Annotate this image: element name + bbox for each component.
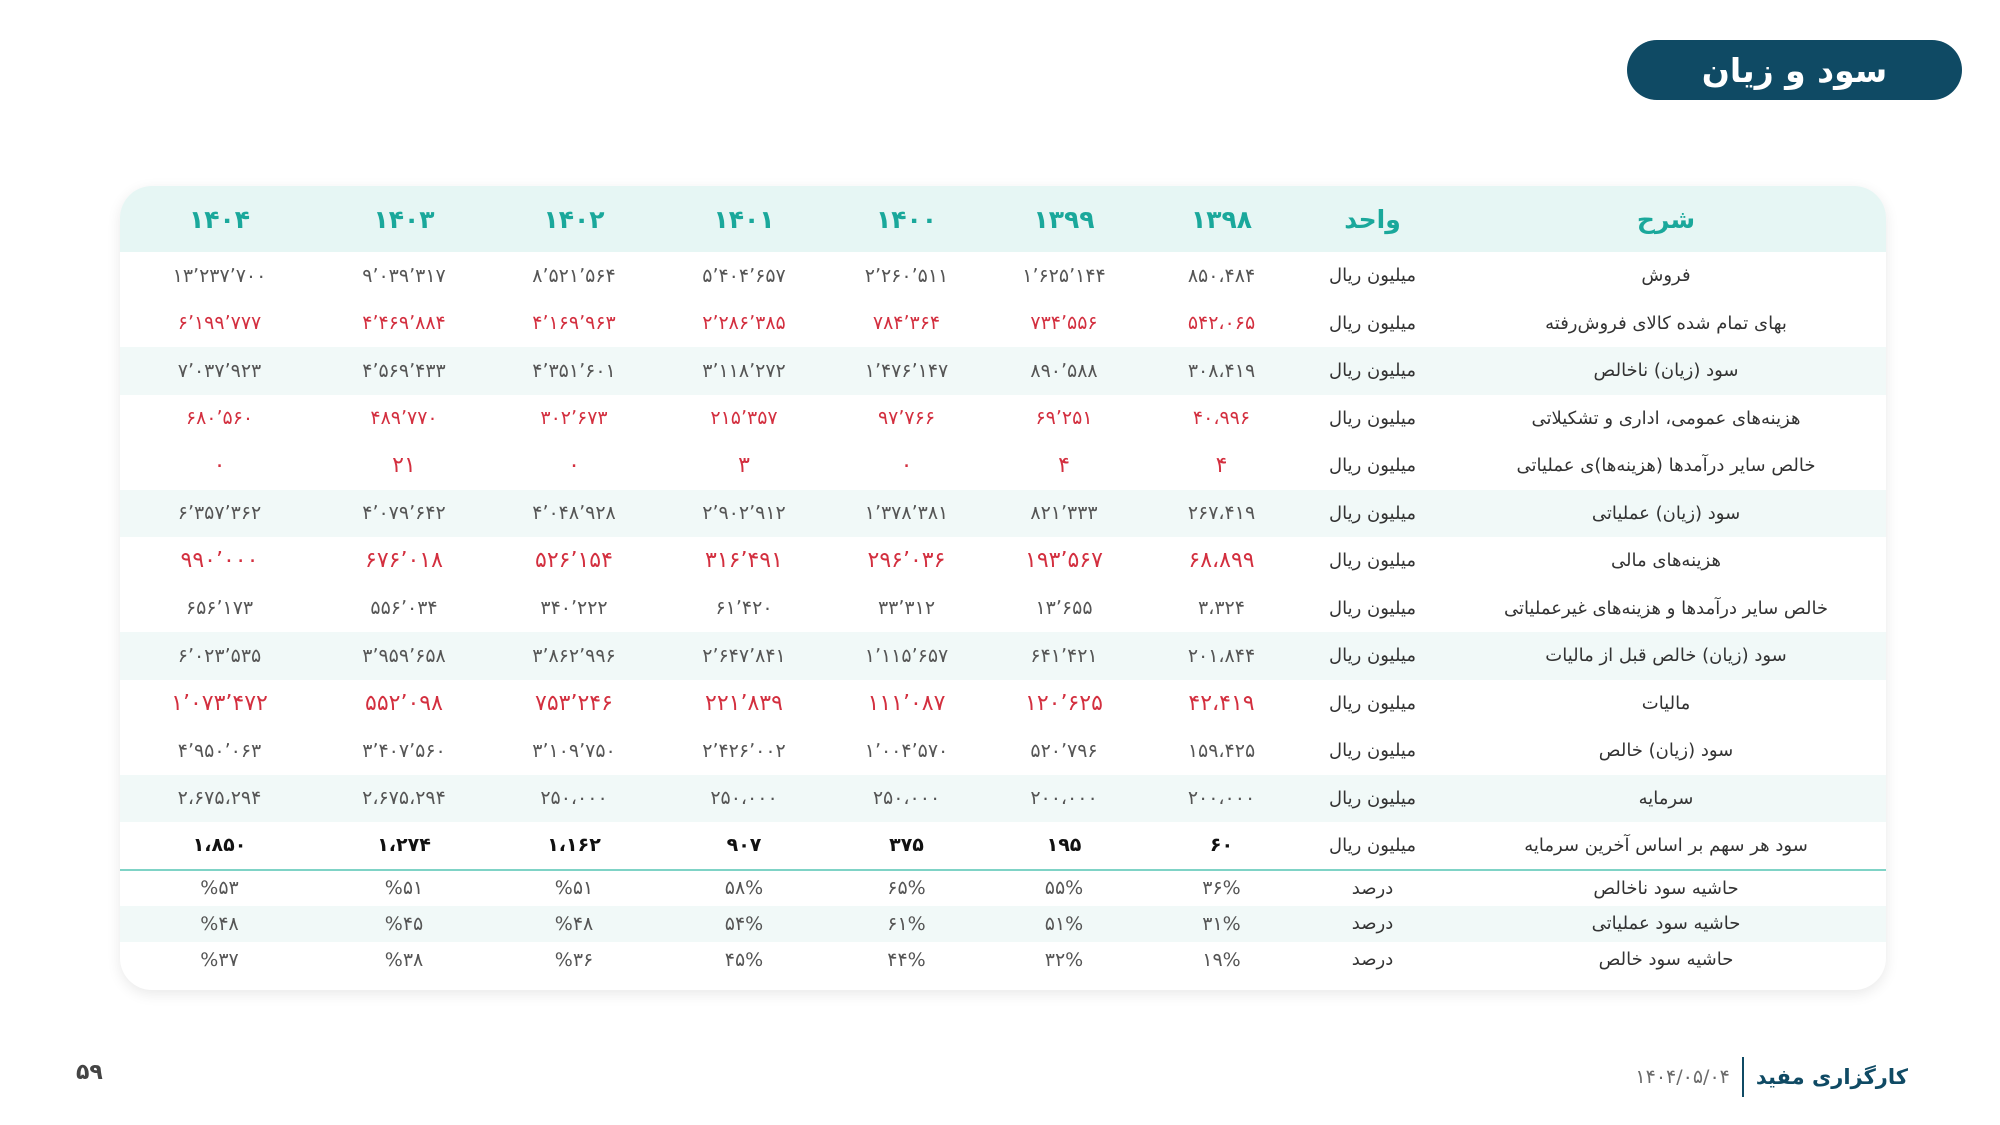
- row-unit: درصد: [1351, 949, 1394, 970]
- value-cell: ۴٬۰۴۸٬۹۲۸: [489, 490, 659, 538]
- value-cell: ۱٬۰۷۳٬۴۷۲: [171, 690, 268, 716]
- value-cell: ۷۵۳٬۲۴۶: [535, 690, 613, 716]
- value-cell: ۰: [213, 453, 226, 479]
- value-cell: ۵٬۴۰۴٬۶۵۷: [702, 264, 786, 287]
- value-cell: ۲۱: [392, 453, 416, 479]
- value-cell: ۳٬۱۰۹٬۷۵۰: [532, 739, 616, 762]
- value-cell: ۸۵۰،۴۸۴: [1187, 264, 1256, 287]
- value-cell: %۳۸: [384, 948, 424, 971]
- value-cell: ۱،۱۶۲: [547, 834, 601, 857]
- row-label: خالص سایر درآمدها (هزینه‌ها)ی عملیاتی: [1516, 455, 1816, 477]
- value-cell: ۵۵۶٬۰۳۴: [370, 597, 438, 620]
- value-cell: ۶۸۰٬۵۶۰: [185, 407, 254, 430]
- value-cell: ۶٬۱۹۹٬۷۷۷: [177, 312, 262, 335]
- value-cell: ۹۹۰٬۰۰۰: [180, 548, 259, 574]
- value-cell: ۷٬۰۳۷٬۹۲۳: [120, 347, 319, 395]
- value-cell: ۴۸۹٬۷۷۰: [370, 407, 438, 430]
- value-cell: ۱۹%: [1202, 948, 1241, 971]
- value-cell: ۳٬۴۰۷٬۵۶۰: [362, 739, 446, 762]
- row-label: حاشیه سود ناخالص: [1446, 870, 1886, 906]
- value-cell: ۴۲،۴۱۹: [1188, 690, 1255, 716]
- value-cell: ۲٬۴۲۶٬۰۰۲: [702, 739, 786, 762]
- value-cell: ۱٬۰۰۴٬۵۷۰: [864, 739, 949, 762]
- profit-loss-table-card: [120, 186, 1886, 990]
- value-cell: ۸۹۰٬۵۸۸: [984, 347, 1144, 395]
- value-cell: ۱،۲۷۴: [377, 834, 431, 857]
- value-cell: ۴: [1058, 453, 1070, 479]
- value-cell: ۳۱۶٬۴۹۱: [705, 548, 783, 574]
- table-row: [120, 395, 1886, 443]
- value-cell: ۲۲۱٬۸۳۹: [705, 690, 783, 716]
- row-label: سود هر سهم بر اساس آخرین سرمایه: [1524, 834, 1808, 856]
- table-row: [120, 870, 1886, 906]
- value-cell: ۴۰،۹۹۶: [1192, 407, 1251, 430]
- row-unit: میلیون ریال: [1299, 775, 1446, 823]
- value-cell: %۴۸: [120, 906, 319, 942]
- column-header-unit: واحد: [1299, 186, 1446, 252]
- value-cell: ۲۰۰،۰۰۰: [984, 775, 1144, 823]
- row-label: فروش: [1641, 265, 1691, 287]
- value-cell: ۱۲۰٬۶۲۵: [1025, 690, 1103, 716]
- value-cell: ۹٬۰۳۹٬۳۱۷: [362, 264, 446, 287]
- value-cell: ۲٬۶۴۷٬۸۴۱: [659, 632, 829, 680]
- value-cell: ۶۹٬۲۵۱: [1035, 407, 1093, 430]
- value-cell: ۳۰۲٬۶۷۳: [540, 407, 608, 430]
- table-row: [120, 537, 1886, 585]
- value-cell: ۲۱۵٬۳۵۷: [710, 407, 778, 430]
- value-cell: ۳٬۱۱۸٬۲۷۲: [659, 347, 829, 395]
- row-label: هزینه‌های مالی: [1611, 550, 1721, 572]
- column-header-year: ۱۴۰۳: [319, 186, 489, 252]
- value-cell: ۱۹۳٬۵۶۷: [1025, 548, 1103, 574]
- row-unit: درصد: [1299, 906, 1446, 942]
- table-row: [120, 300, 1886, 348]
- row-label: حاشیه سود خالص: [1598, 949, 1734, 970]
- column-header-year: ۱۴۰۴: [120, 186, 319, 252]
- value-cell: ۳۱%: [1144, 906, 1299, 942]
- value-cell: %۵۳: [120, 870, 319, 906]
- row-unit: میلیون ریال: [1329, 834, 1416, 856]
- row-label: سود (زیان) خالص قبل از مالیات: [1446, 632, 1886, 680]
- value-cell: ۴٬۴۶۹٬۸۸۴: [362, 312, 446, 335]
- table-row: [120, 680, 1886, 728]
- value-cell: ۳: [738, 453, 750, 479]
- value-cell: ۱٬۳۷۸٬۳۸۱: [829, 490, 984, 538]
- value-cell: ۴٬۹۵۰٬۰۶۳: [177, 739, 262, 762]
- value-cell: ۲۶۷،۴۱۹: [1144, 490, 1299, 538]
- value-cell: ۵۲۶٬۱۵۴: [535, 548, 613, 574]
- footer-brand-block: [1635, 1057, 1908, 1097]
- row-unit: میلیون ریال: [1329, 407, 1416, 429]
- value-cell: ۲۵۰،۰۰۰: [659, 775, 829, 823]
- value-cell: ۱٬۴۷۶٬۱۴۷: [829, 347, 984, 395]
- value-cell: ۲٬۹۰۲٬۹۱۲: [659, 490, 829, 538]
- value-cell: %۵۱: [319, 870, 489, 906]
- value-cell: %۳۷: [200, 948, 239, 971]
- row-unit: میلیون ریال: [1329, 265, 1416, 287]
- value-cell: ۶٬۰۲۳٬۵۳۵: [120, 632, 319, 680]
- value-cell: ۶۰: [1209, 834, 1234, 857]
- value-cell: ۲۰۰،۰۰۰: [1144, 775, 1299, 823]
- value-cell: ۵۴%: [659, 906, 829, 942]
- value-cell: ۵۴۲،۰۶۵: [1187, 312, 1256, 335]
- value-cell: ۹۰۷: [726, 834, 762, 857]
- value-cell: ۶۷۶٬۰۱۸: [365, 548, 443, 574]
- profit-loss-table: [120, 186, 1886, 978]
- value-cell: ۳٬۸۶۲٬۹۹۶: [489, 632, 659, 680]
- value-cell: ۰: [568, 453, 580, 479]
- row-unit: درصد: [1299, 870, 1446, 906]
- value-cell: ۶۱%: [829, 906, 984, 942]
- value-cell: ۱۹۵: [1046, 834, 1082, 857]
- table-row: [120, 490, 1886, 538]
- table-row: [120, 822, 1886, 870]
- value-cell: ۱۳٬۲۳۷٬۷۰۰: [172, 264, 267, 287]
- table-row: [120, 942, 1886, 978]
- value-cell: ۶۵۶٬۱۷۳: [185, 597, 254, 620]
- value-cell: ۷۳۴٬۵۵۶: [1030, 312, 1098, 335]
- value-cell: ۳٬۹۵۹٬۶۵۸: [319, 632, 489, 680]
- value-cell: ۴: [1215, 453, 1228, 479]
- value-cell: ۴٬۳۵۱٬۶۰۱: [489, 347, 659, 395]
- value-cell: ۱۵۹،۴۲۵: [1187, 739, 1256, 762]
- value-cell: ۶۵%: [829, 870, 984, 906]
- row-unit: میلیون ریال: [1329, 455, 1416, 477]
- column-header-year: ۱۳۹۸: [1144, 186, 1299, 252]
- row-unit: میلیون ریال: [1329, 550, 1416, 572]
- value-cell: ۱٬۶۲۵٬۱۴۴: [1022, 264, 1106, 287]
- row-label: بهای تمام شده کالای فروش‌رفته: [1545, 312, 1787, 334]
- value-cell: ۴٬۱۶۹٬۹۶۳: [532, 312, 616, 335]
- row-unit: میلیون ریال: [1299, 490, 1446, 538]
- column-header-year: ۱۴۰۰: [829, 186, 984, 252]
- row-label: هزینه‌های عمومی، اداری و تشکیلاتی: [1531, 407, 1801, 429]
- row-label: سود (زیان) ناخالص: [1446, 347, 1886, 395]
- value-cell: ۲،۶۷۵،۲۹۴: [319, 775, 489, 823]
- value-cell: ۶٬۳۵۷٬۳۶۲: [120, 490, 319, 538]
- value-cell: ۶۴۱٬۴۲۱: [984, 632, 1144, 680]
- footer-divider: [1742, 1057, 1744, 1097]
- table-row: [120, 775, 1886, 823]
- value-cell: ۴۵%: [724, 948, 764, 971]
- value-cell: ۲۵۰،۰۰۰: [489, 775, 659, 823]
- page-number: ۵۹: [76, 1060, 103, 1085]
- value-cell: ۲٬۲۶۰٬۵۱۱: [864, 264, 949, 287]
- column-header-desc: شرح: [1446, 186, 1886, 252]
- row-label: سود (زیان) خالص: [1598, 740, 1734, 762]
- value-cell: %۴۸: [489, 906, 659, 942]
- row-label: سرمایه: [1446, 775, 1886, 823]
- value-cell: ۳۴۰٬۲۲۲: [540, 597, 608, 620]
- column-header-year: ۱۴۰۲: [489, 186, 659, 252]
- row-unit: میلیون ریال: [1299, 347, 1446, 395]
- row-unit: میلیون ریال: [1329, 692, 1416, 714]
- value-cell: ۱،۸۵۰: [192, 834, 247, 857]
- value-cell: ۲۰۱،۸۴۴: [1144, 632, 1299, 680]
- table-header-row: [120, 186, 1886, 252]
- value-cell: ۵۸%: [659, 870, 829, 906]
- table-row: [120, 727, 1886, 775]
- value-cell: ۳۶%: [1144, 870, 1299, 906]
- value-cell: ۳،۳۲۴: [1198, 597, 1245, 620]
- row-unit: میلیون ریال: [1329, 312, 1416, 334]
- value-cell: ۴۴%: [887, 948, 926, 971]
- value-cell: ۰: [900, 453, 913, 479]
- value-cell: ۳۷۵: [889, 834, 924, 857]
- value-cell: ۸۲۱٬۳۳۳: [984, 490, 1144, 538]
- value-cell: ۸٬۵۲۱٬۵۶۴: [532, 264, 616, 287]
- value-cell: %۴۵: [319, 906, 489, 942]
- value-cell: ۲۵۰،۰۰۰: [829, 775, 984, 823]
- table-row: [120, 585, 1886, 633]
- value-cell: ۵۲۰٬۷۹۶: [1030, 739, 1098, 762]
- column-header-year: ۱۳۹۹: [984, 186, 1144, 252]
- row-unit: میلیون ریال: [1329, 740, 1416, 762]
- table-row: [120, 632, 1886, 680]
- row-label: سود (زیان) عملیاتی: [1446, 490, 1886, 538]
- value-cell: ۲٬۲۸۶٬۳۸۵: [702, 312, 786, 335]
- value-cell: ۶۸،۸۹۹: [1188, 548, 1255, 574]
- value-cell: ۱۱۱٬۰۸۷: [867, 690, 946, 716]
- value-cell: ۱۳٬۶۵۵: [1035, 597, 1093, 620]
- row-unit: میلیون ریال: [1329, 597, 1416, 619]
- value-cell: ۳۳٬۳۱۲: [877, 597, 936, 620]
- report-date: ۱۴۰۴/۰۵/۰۴: [1635, 1066, 1730, 1088]
- column-header-year: ۱۴۰۱: [659, 186, 829, 252]
- value-cell: ۴٬۵۶۹٬۴۳۳: [319, 347, 489, 395]
- value-cell: %۵۱: [489, 870, 659, 906]
- row-unit: میلیون ریال: [1299, 632, 1446, 680]
- row-label: خالص سایر درآمدها و هزینه‌های غیرعملیاتی: [1503, 597, 1829, 619]
- value-cell: ۲،۶۷۵،۲۹۴: [120, 775, 319, 823]
- value-cell: ۴٬۰۷۹٬۶۴۲: [319, 490, 489, 538]
- page-title: سود و زیان: [1627, 40, 1962, 100]
- value-cell: ۵۵%: [984, 870, 1144, 906]
- table-row: [120, 252, 1886, 300]
- value-cell: ۵۱%: [984, 906, 1144, 942]
- value-cell: ۲۹۶٬۰۳۶: [867, 548, 946, 574]
- table-row: [120, 442, 1886, 490]
- value-cell: ۱٬۱۱۵٬۶۵۷: [829, 632, 984, 680]
- value-cell: ۵۵۲٬۰۹۸: [365, 690, 443, 716]
- value-cell: ۳۰۸،۴۱۹: [1144, 347, 1299, 395]
- value-cell: ۹۷٬۷۶۶: [877, 407, 936, 430]
- table-row: [120, 906, 1886, 942]
- value-cell: ۷۸۴٬۳۶۴: [872, 312, 941, 335]
- row-label: مالیات: [1641, 692, 1691, 714]
- table-row: [120, 347, 1886, 395]
- value-cell: ۶۱٬۴۲۰: [715, 597, 773, 620]
- value-cell: ۳۲%: [1044, 948, 1084, 971]
- row-label: حاشیه سود عملیاتی: [1446, 906, 1886, 942]
- brand-name: کارگزاری مفید: [1755, 1065, 1908, 1089]
- value-cell: %۳۶: [554, 948, 594, 971]
